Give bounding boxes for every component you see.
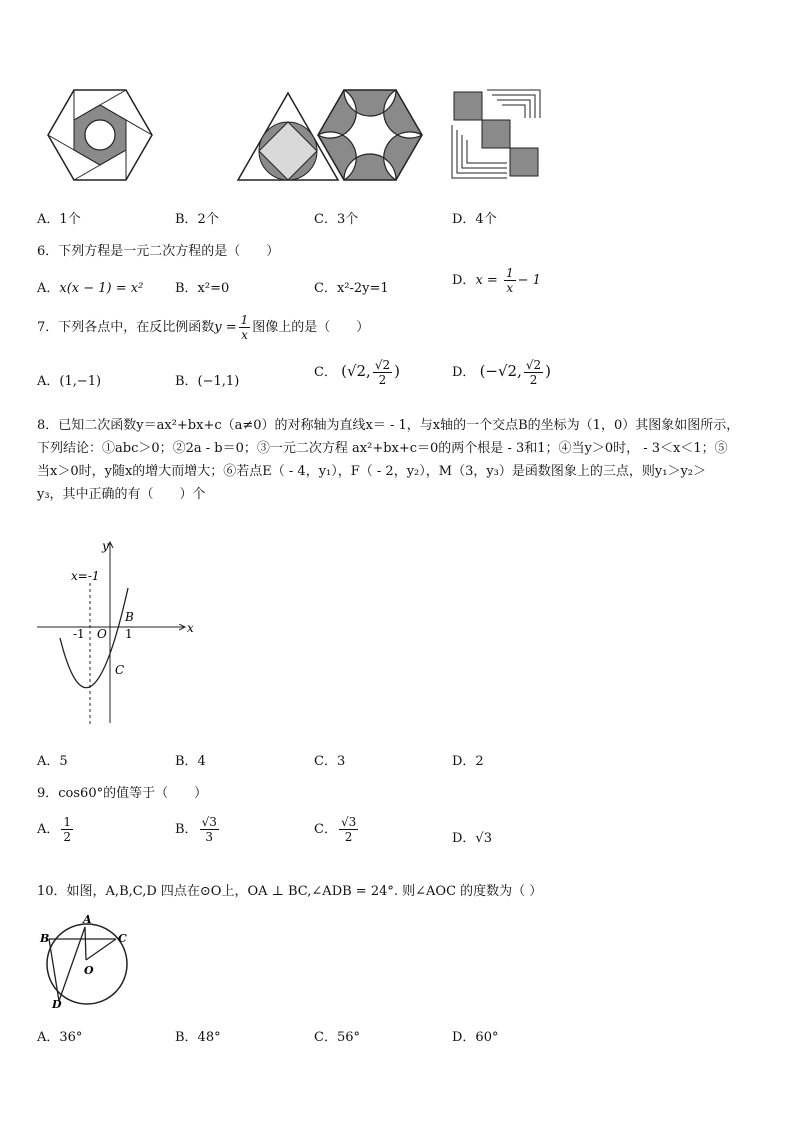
q7-option-d[interactable]: D． (−√2, $\frac{√2}{2}$ )	[452, 358, 552, 387]
q6-option-a-label: A．	[37, 281, 60, 296]
q10-stem: 10．如图，A,B,C,D 四点在⊙O上，OA ⊥ BC,∠ADB = 24°. 则∠AOC 的度数为（ ）	[37, 884, 543, 899]
q7-stem-den: x	[241, 328, 248, 342]
q6-option-d-den: x	[506, 281, 514, 295]
q7-stem-pre: 7．下列各点中，在反比例函数	[37, 320, 215, 335]
q8-parabola-graph	[35, 538, 200, 728]
q7-stem-num: 1	[240, 313, 249, 327]
q9-option-a-den: 2	[63, 830, 72, 844]
q9-option-c-label: C．	[314, 822, 337, 837]
q6-option-d-label: D．	[452, 273, 476, 288]
q8-option-a[interactable]: A．5	[37, 754, 68, 769]
q6-option-a-expr: x(x − 1) = x²	[59, 281, 144, 296]
q10-label-b: B	[40, 932, 50, 945]
q5-figures	[40, 85, 560, 190]
q7-stem-y: y =	[214, 320, 237, 335]
q8-sym-label: x=-1	[71, 569, 100, 583]
q7-option-a[interactable]: A．(1,−1)	[37, 374, 102, 389]
q8-stem-line3: 当x＞0时，y随x的增大而增大；⑥若点E（ - 4，y₁），F（ - 2，y₂），M（3，y₃）是函数图象上的三点，则y₁＞y₂＞	[37, 464, 707, 479]
q7-stem	[37, 313, 369, 342]
q5-option-d[interactable]: D．4个	[452, 212, 497, 227]
q9-option-a[interactable]	[37, 815, 75, 844]
q10-option-b[interactable]: B．48°	[175, 1030, 221, 1045]
q8-stem-line1: 8．已知二次函数y＝ax²+bx+c（a≠0）的对称轴为直线x＝ - 1，与x轴的一个交点B的坐标为（1，0）其图象如图所示，	[37, 418, 740, 433]
q6-option-d-num: 1	[505, 266, 514, 280]
q10-label-d: D	[52, 998, 62, 1010]
q8-option-b[interactable]: B．4	[175, 754, 206, 769]
q10-option-a[interactable]: A．36°	[37, 1030, 83, 1045]
q8-option-c[interactable]: C．3	[314, 754, 346, 769]
q6-option-c[interactable]: C．x²-2y=1	[314, 281, 389, 296]
q5-option-a[interactable]: A．1个	[37, 212, 81, 227]
q8-origin-label: O	[97, 627, 107, 641]
q8-option-d[interactable]: D．2	[452, 754, 484, 769]
q9-option-b-den: 3	[205, 830, 214, 844]
q6-stem: 6．下列方程是一元二次方程的是（ ）	[37, 244, 280, 259]
hexagon-arcs-figure	[318, 90, 422, 180]
q9-option-c-num: √3	[340, 815, 357, 829]
q10-label-a: A	[83, 913, 92, 926]
q7-option-d-label: D．	[452, 365, 476, 380]
q7-option-c[interactable]: C． (√2, $\frac{√2}{2}$ )	[314, 358, 400, 387]
q9-option-b[interactable]	[175, 815, 221, 844]
q8-y-label: y	[102, 539, 109, 553]
q10-option-d[interactable]: D．60°	[452, 1030, 499, 1045]
q9-option-b-num: √3	[201, 815, 217, 829]
q9-stem: 9．cos60°的值等于（ ）	[37, 786, 208, 801]
q6-option-d-lhs: x =	[475, 273, 498, 288]
q6-option-a[interactable]	[37, 277, 143, 296]
hexagon-pinwheel-figure	[48, 90, 152, 180]
q8-x-label: x	[187, 621, 194, 635]
q10-circle-figure	[38, 912, 133, 1010]
q7-option-b[interactable]: B．(−1,1)	[175, 374, 240, 389]
q6-option-d-tail: − 1	[517, 273, 541, 288]
q8-b-label: B	[125, 610, 134, 624]
q8-neg1-label: -1	[73, 627, 85, 641]
q8-stem-line4: y₃，其中正确的有（ ）个	[37, 487, 206, 502]
squares-stairs-figure	[452, 90, 540, 178]
q8-stem	[37, 414, 767, 506]
q9-option-d[interactable]: D．√3	[452, 831, 492, 846]
q5-option-c[interactable]: C．3个	[314, 212, 359, 227]
q6-option-d[interactable]	[452, 266, 541, 295]
q9-option-c-den: 2	[344, 830, 353, 844]
q9-option-c[interactable]	[314, 815, 360, 844]
q9-option-b-label: B．	[175, 822, 198, 837]
q8-stem-line2: 下列结论：①abc＞0；②2a - b＝0；③一元二次方程 ax²+bx+c＝0的两个根是 - 3和1；④当y＞0时， - 3＜x＜1；⑤	[37, 441, 728, 456]
q10-label-o: O	[84, 964, 94, 977]
q10-option-c[interactable]: C．56°	[314, 1030, 360, 1045]
q7-option-c-label: C．	[314, 365, 337, 380]
q10-label-c: C	[118, 932, 127, 945]
q5-option-b[interactable]: B．2个	[175, 212, 219, 227]
q9-option-a-num: 1	[63, 815, 72, 829]
q8-c-label: C	[115, 663, 125, 677]
q8-one-label: 1	[125, 627, 133, 641]
q7-stem-post: 图像上的是（ ）	[252, 320, 370, 335]
q9-option-a-label: A．	[37, 822, 60, 837]
q6-option-b[interactable]: B．x²=0	[175, 281, 230, 296]
